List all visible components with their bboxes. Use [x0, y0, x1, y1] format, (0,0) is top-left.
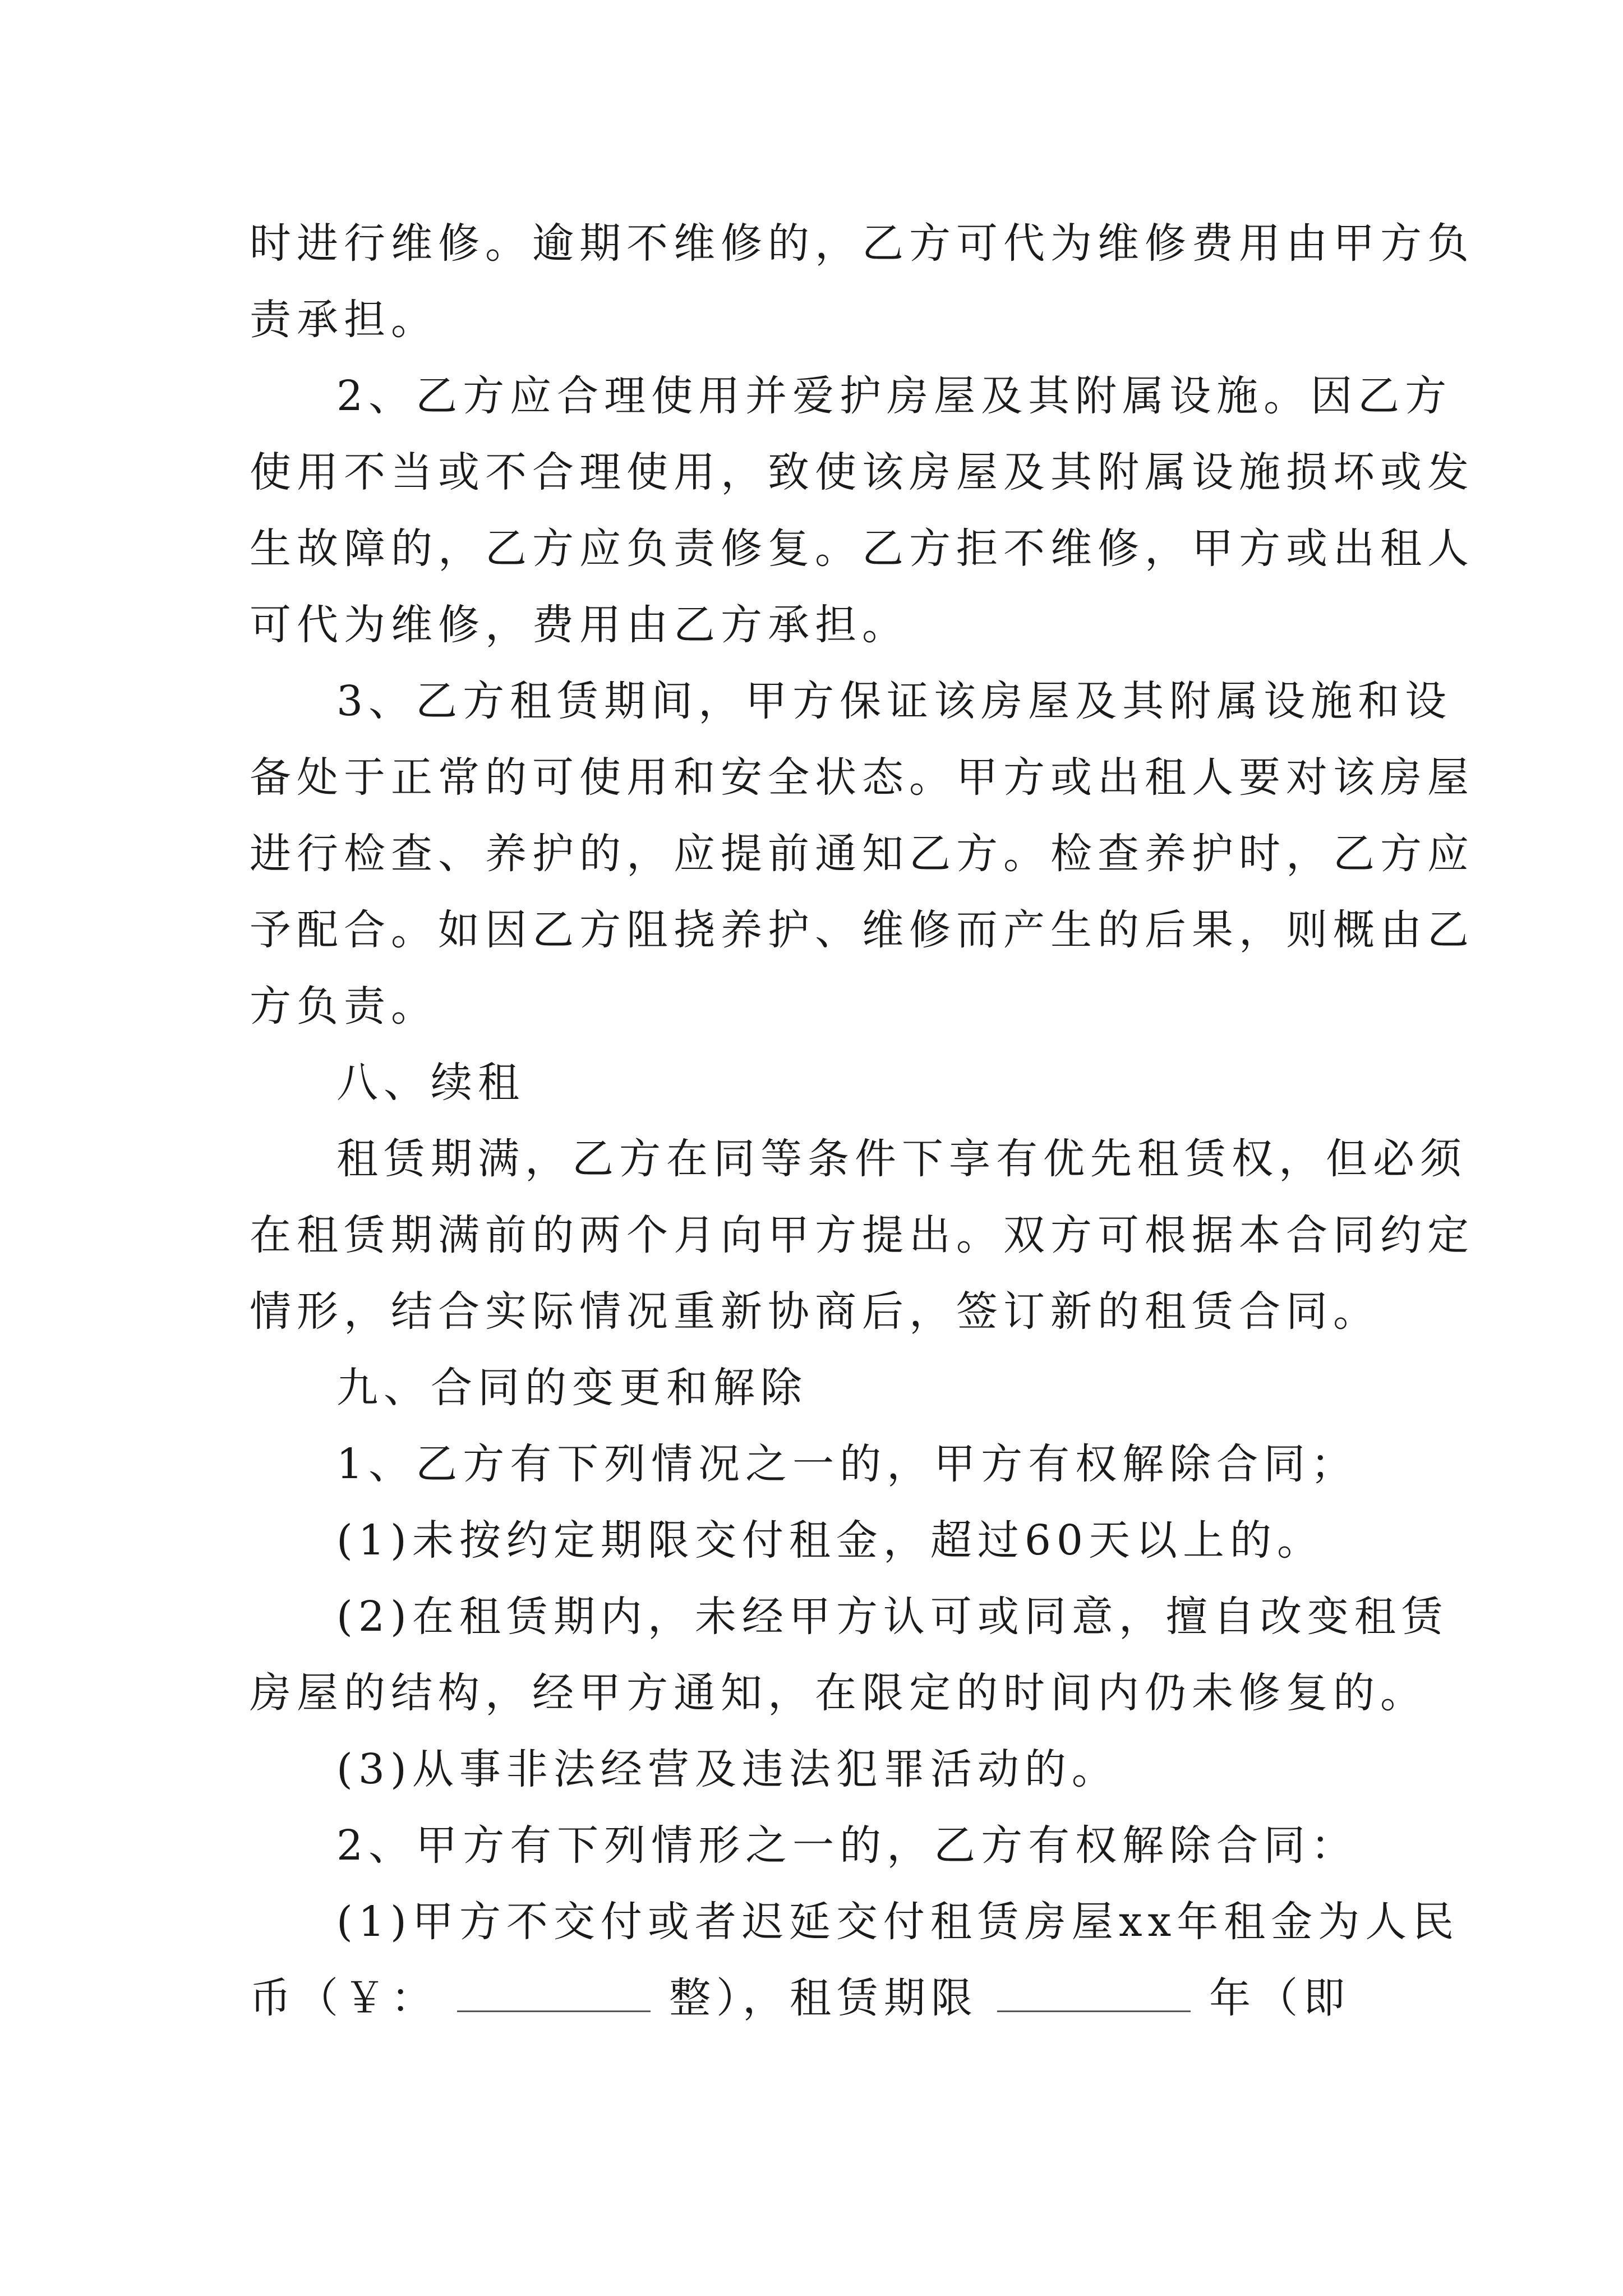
text-line: 1、乙方有下列情况之一的，甲方有权解除合同； [336, 1440, 1358, 1488]
text-line: 在租赁期满前的两个月向甲方提出。双方可根据本合同约定 [250, 1211, 1474, 1259]
text-segment: 币（￥： [250, 1974, 438, 2022]
text-segment: 年（即 [1209, 1974, 1351, 2022]
text-line: 房屋的结构，经甲方通知，在限定的时间内仍未修复的。 [250, 1669, 1427, 1717]
blank-field [997, 1971, 1191, 2012]
text-line: 责承担。 [250, 296, 438, 344]
text-line: 2、甲方有下列情形之一的，乙方有权解除合同： [336, 1821, 1358, 1870]
text-line: 情形，结合实际情况重新协商后，签订新的租赁合同。 [250, 1287, 1380, 1336]
text-line: 予配合。如因乙方阻挠养护、维修而产生的后果，则概由乙 [250, 906, 1474, 954]
text-line: (2)在租赁期内，未经甲方认可或同意，擅自改变租赁 [336, 1593, 1449, 1641]
section-heading: 九、合同的变更和解除 [336, 1364, 808, 1412]
blank-field [457, 1971, 651, 2012]
text-line: (1)未按约定期限交付租金，超过60天以上的。 [336, 1516, 1324, 1565]
text-line: 进行检查、养护的，应提前通知乙方。检查养护时，乙方应 [250, 830, 1474, 878]
text-line: 备处于正常的可使用和安全状态。甲方或出租人要对该房屋 [250, 753, 1474, 802]
section-heading: 八、续租 [336, 1059, 525, 1107]
text-line: 3、乙方租赁期间，甲方保证该房屋及其附属设施和设 [336, 677, 1453, 725]
text-line: 生故障的，乙方应负责修复。乙方拒不维修，甲方或出租人 [250, 524, 1474, 573]
text-line-with-blanks [250, 1967, 1382, 2029]
text-line: 方负责。 [250, 982, 438, 1030]
text-line: 使用不当或不合理使用，致使该房屋及其附属设施损坏或发 [250, 448, 1474, 496]
text-segment: 整），租赁期限 [669, 1974, 979, 2022]
text-line: 时进行维修。逾期不维修的，乙方可代为维修费用由甲方负 [250, 219, 1474, 268]
text-line: 2、乙方应合理使用并爱护房屋及其附属设施。因乙方 [336, 372, 1453, 420]
text-line: 可代为维修，费用由乙方承担。 [250, 601, 909, 649]
text-line: (1)甲方不交付或者迟延交付租赁房屋xx年租金为人民 [336, 1898, 1460, 1946]
text-line: 租赁期满，乙方在同等条件下享有优先租赁权，但必须 [336, 1135, 1467, 1183]
text-line: (3)从事非法经营及违法犯罪活动的。 [336, 1745, 1119, 1793]
